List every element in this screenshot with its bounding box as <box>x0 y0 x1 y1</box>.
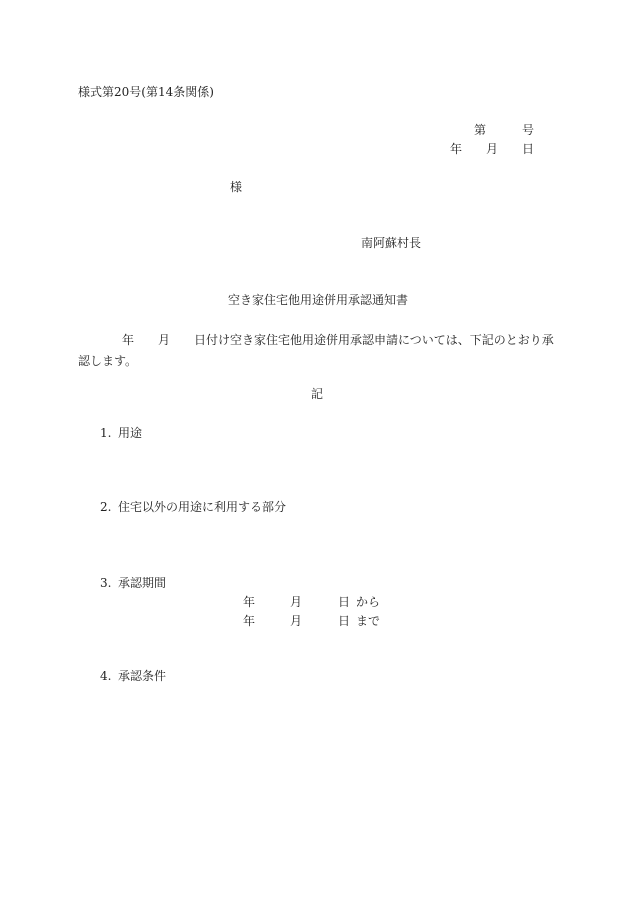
doc-number-suffix: 号 <box>522 123 535 137</box>
period-from-month: 月 <box>290 595 303 609</box>
item-2-number: 2. <box>100 500 112 514</box>
period-to-year: 年 <box>243 614 256 628</box>
addressee-honorific: 様 <box>230 180 243 194</box>
item-1-label: 用途 <box>118 426 143 440</box>
issue-date-month: 月 <box>486 142 499 156</box>
body-text: 日付け空き家住宅他用途併用承認申請については、下記のとおり承認します。 <box>78 333 554 368</box>
issue-date-year: 年 <box>450 142 463 156</box>
item-4-number: 4. <box>100 669 112 683</box>
item-1-number: 1. <box>100 426 112 440</box>
body-date-year: 年 <box>122 333 135 347</box>
issue-date-day: 日 <box>522 142 535 156</box>
period-to-day: 日 <box>338 614 351 628</box>
body-date-month: 月 <box>158 333 171 347</box>
item-2-label: 住宅以外の用途に利用する部分 <box>118 500 287 514</box>
period-to-suffix: まで <box>356 614 381 628</box>
form-number: 様式第20号(第14条関係) <box>78 85 214 99</box>
item-4-label: 承認条件 <box>118 669 167 683</box>
doc-number-prefix: 第 <box>474 123 487 137</box>
item-3-label: 承認期間 <box>118 576 167 590</box>
item-3-number: 3. <box>100 576 112 590</box>
issuer-name: 南阿蘇村長 <box>361 236 422 250</box>
document-title: 空き家住宅他用途併用承認通知書 <box>228 293 409 307</box>
period-from-day: 日 <box>338 595 351 609</box>
period-from-year: 年 <box>243 595 256 609</box>
period-from-suffix: から <box>356 595 381 609</box>
period-to-month: 月 <box>290 614 303 628</box>
ki-heading: 記 <box>311 387 324 401</box>
body-paragraph <box>78 330 560 372</box>
